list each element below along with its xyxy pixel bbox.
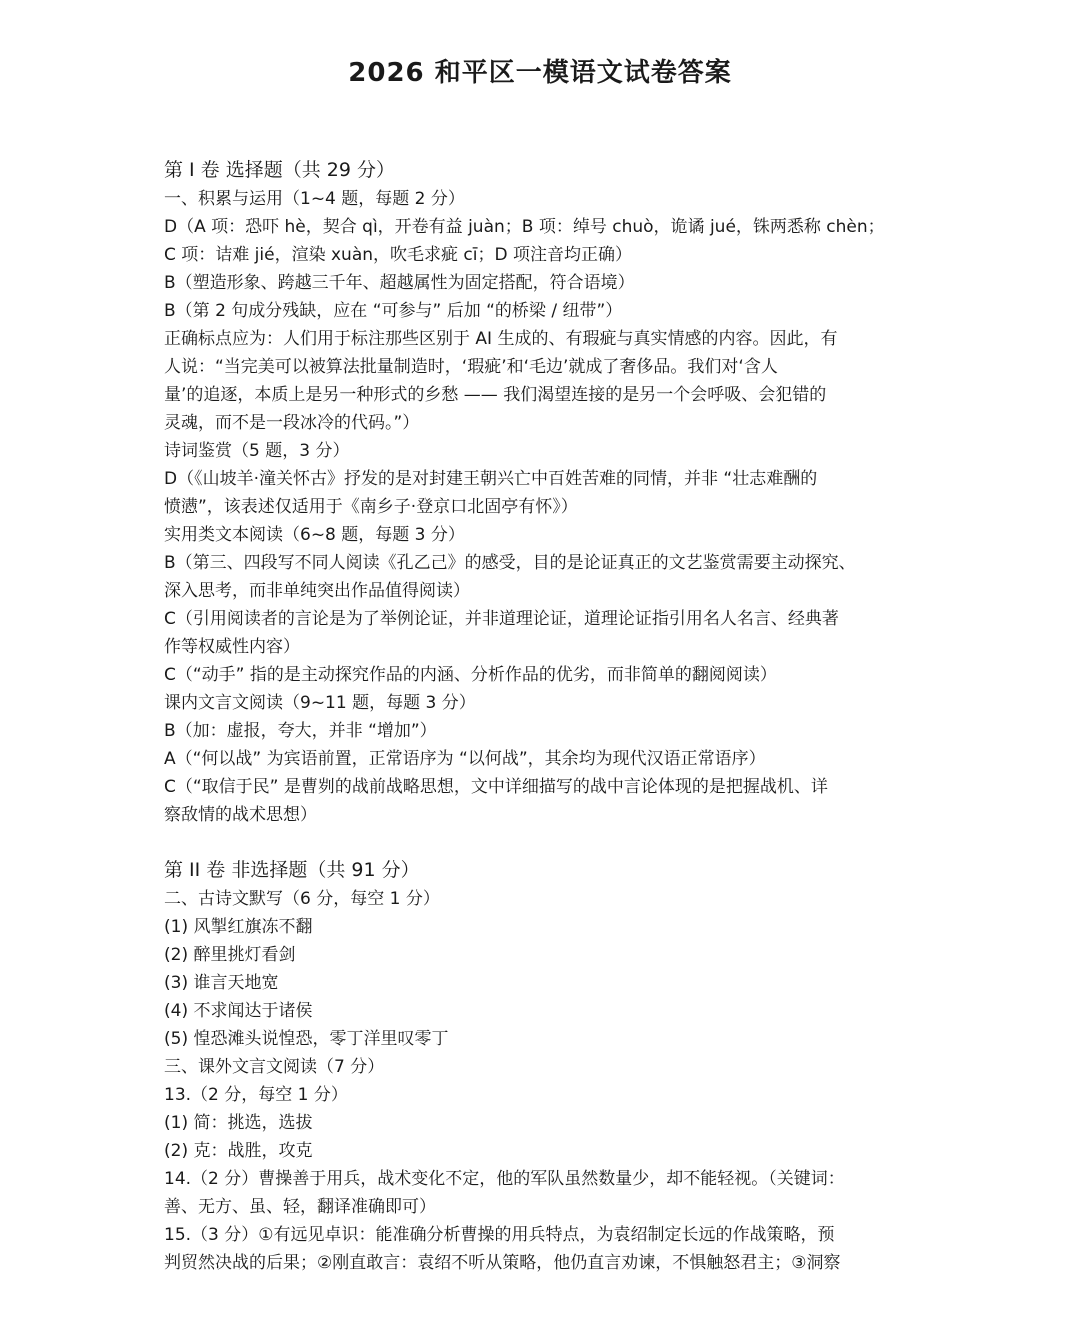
part1-line: B（塑造形象、跨越三千年、超越属性为固定搭配，符合语境） [164,273,635,293]
part1-line: 量’的追逐，本质上是另一种形式的乡愁 —— 我们渴望连接的是另一个会呼吸、会犯错的 [164,385,827,405]
part1-line: 一、积累与运用（1~4 题，每题 2 分） [164,189,465,209]
part1-line: D（A 项：恐吓 hè，契合 qì，开卷有益 juàn；B 项：绰号 chuò，诡谲 jué，铢两悉称 chèn； [164,217,885,237]
part1-line: C（“取信于民” 是曹刿的战前战略思想，文中详细描写的战中言论体现的是把握战机、详 [164,777,828,797]
part2-line: (4) 不求闻达于诸侯 [164,1001,313,1021]
part1-line: 深入思考，而非单纯突出作品值得阅读） [164,581,470,601]
part2-line: (2) 克：战胜，攻克 [164,1141,313,1161]
part2-line: 三、课外文言文阅读（7 分） [164,1057,385,1077]
part2-line: 二、古诗文默写（6 分，每空 1 分） [164,889,440,909]
part1-heading: 第 I 卷 选择题（共 29 分） [164,159,395,181]
part2-heading: 第 II 卷 非选择题（共 91 分） [164,859,420,881]
part1-line: 课内文言文阅读（9~11 题，每题 3 分） [164,693,476,713]
part2-line: (5) 惶恐滩头说惶恐，零丁洋里叹零丁 [164,1029,449,1049]
part2-line: (3) 谁言天地宽 [164,973,279,993]
section-gap [164,829,924,855]
part1-line: 灵魂，而不是一段冰冷的代码。”） [164,413,420,433]
part2-line: 判贸然决战的后果；②刚直敢言：袁绍不听从策略，他仍直言劝谏，不惧触怒君主；③洞察 [164,1253,841,1273]
part1-line: 诗词鉴赏（5 题，3 分） [164,441,350,461]
part1-line: 人说：“当完美可以被算法批量制造时，‘瑕疵’和‘毛边’就成了奢侈品。我们对‘含人 [164,357,778,377]
part1-line: C（“动手” 指的是主动探究作品的内涵、分析作品的优劣，而非简单的翻阅阅读） [164,665,777,685]
part1-line: A（“何以战” 为宾语前置，正常语序为 “以何战”，其余均为现代汉语正常语序） [164,749,766,769]
part1-line: 愤懑”，该表述仅适用于《南乡子·登京口北固亭有怀》） [164,497,578,517]
part2-line: (1) 风掣红旗冻不翻 [164,917,313,937]
part1-line: B（加：虚报，夸大，并非 “增加”） [164,721,437,741]
part2-line: (2) 醉里挑灯看剑 [164,945,296,965]
part2-line: 13.（2 分，每空 1 分） [164,1085,348,1105]
document-body [164,155,924,1277]
part1-line: 察敌情的战术思想） [164,805,317,825]
part2-line: 14.（2 分）曹操善于用兵，战术变化不定，他的军队虽然数量少，却不能轻视。（关键词： [164,1169,845,1189]
part1-line: 作等权威性内容） [164,637,300,657]
part1-line: 实用类文本阅读（6~8 题，每题 3 分） [164,525,465,545]
part2-line: (1) 简：挑选，选拔 [164,1113,313,1133]
part2-line: 15.（3 分）①有远见卓识：能准确分析曹操的用兵特点，为袁绍制定长远的作战策略，预 [164,1225,835,1245]
part1-line: C（引用阅读者的言论是为了举例论证，并非道理论证，道理论证指引用名人名言、经典著 [164,609,839,629]
part1-line: C 项：诘难 jié，渲染 xuàn，吹毛求疵 cī；D 项注音均正确） [164,245,632,265]
part2-line: 善、无方、虽、轻，翻译准确即可） [164,1197,436,1217]
part1-line: 正确标点应为：人们用于标注那些区别于 AI 生成的、有瑕疵与真实情感的内容。因此，有 [164,329,838,349]
part1-line: D（《山坡羊·潼关怀古》抒发的是对封建王朝兴亡中百姓苦难的同情，并非 “壮志难酬的 [164,469,818,489]
part1-line: B（第三、四段写不同人阅读《孔乙己》的感受，目的是论证真正的文艺鉴赏需要主动探究、 [164,553,856,573]
document-title: 2026 和平区一模语文试卷答案 [348,58,732,88]
part1-line: B（第 2 句成分残缺，应在 “可参与” 后加 “的桥梁 / 纽带”） [164,301,623,321]
